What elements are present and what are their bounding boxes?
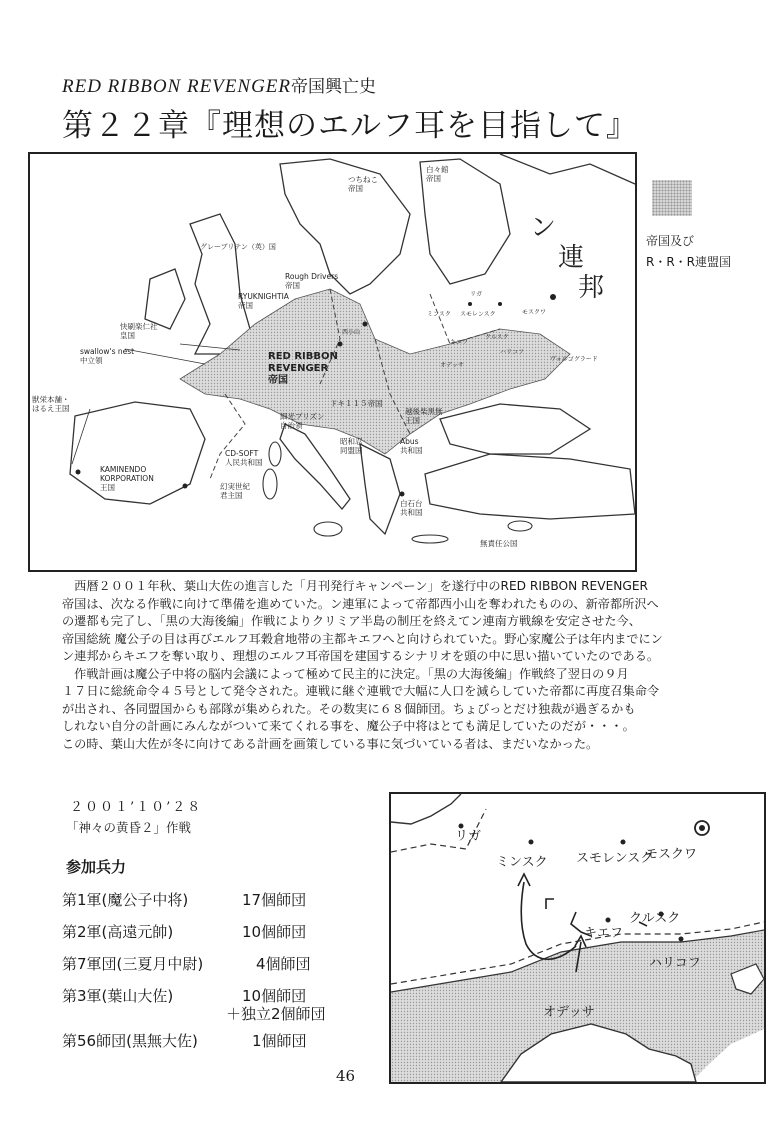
city-marker	[363, 322, 368, 327]
label-odessa: オデッサ	[543, 1005, 595, 1020]
europe-map	[28, 152, 637, 572]
minsk-marker	[529, 840, 534, 845]
baltic-coast	[391, 794, 461, 824]
forces-heading: 参加兵力	[66, 858, 127, 876]
label-musekinin: 無責任公国	[480, 539, 518, 548]
body-line: 帝国総統 魔公子の目は再びエルフ耳穀倉地帯の主都キエフへと向けられていた。野心家魔公子は年内までにン	[62, 631, 663, 646]
kharkov-marker	[679, 937, 684, 942]
kiev-marker	[606, 918, 611, 923]
moscow-marker-center	[699, 825, 705, 831]
label-kursk: クルスク	[629, 911, 681, 926]
body-line: 作戦計画は魔公子中将の脳内会議によって極めて民主的に決定。「黒の大海後編」作戦終了翌日の９月	[62, 666, 629, 681]
ireland-landmass	[145, 269, 185, 329]
cyprus-island	[508, 521, 532, 531]
body-line: 帝国は、次なる作戦に向けて準備を進めていた。ン連軍によって帝都西小山を奪われたものの、新帝都所沢へ	[62, 596, 659, 611]
label-moscow: モスクワ	[645, 847, 698, 862]
force-row	[62, 921, 307, 942]
page-number: 46	[336, 1067, 356, 1085]
force-unit: 第56師団(黒無大佐)	[62, 1032, 198, 1050]
label-rough-drivers: Rough Drivers 帝国	[285, 272, 339, 290]
label-kiev: キエフ	[584, 926, 624, 941]
moscow-marker	[550, 294, 556, 300]
force-unit: 第1軍(魔公子中将)	[62, 891, 189, 909]
label-smolensk: スモレンスク	[576, 851, 654, 866]
front-line	[546, 899, 554, 909]
label-great-britain: グレーブリテン（英）国	[200, 243, 276, 251]
operation-date: ２００１’１０’２８	[70, 800, 203, 815]
label-tsuchineko: つちねこ帝国	[348, 175, 378, 193]
series-title-suffix: 帝国興亡史	[291, 77, 377, 97]
detail-map	[389, 792, 766, 1084]
force-unit: 第2軍(高遠元帥)	[62, 923, 174, 941]
smolensk-marker	[621, 840, 626, 845]
label-shiroishidai: 白石台共和国	[400, 499, 423, 517]
body-text	[62, 578, 762, 753]
label-kharkov: ハリコフ	[649, 956, 701, 971]
label-riga: リガ	[455, 829, 481, 844]
label-odessa: オデッサ	[440, 362, 464, 369]
city-marker	[338, 342, 343, 347]
europe-map-svg	[30, 154, 635, 570]
label-doki115: ドキ１１５帝国	[330, 399, 383, 408]
label-genjitsu: 幻実世紀君主国	[220, 482, 250, 500]
chapter-title: 第２２章『理想のエルフ耳を目指して』	[62, 108, 638, 144]
label-shirashirakan: 白々館帝国	[426, 165, 449, 183]
body-line: の遷都も完了し、「黒の大海後編」作戦によりクリミア半島の制圧を終えてン連南方戦線を安定させた今、	[62, 614, 641, 628]
body-line: １７日に総統命令４５号として発令された。連戦に継ぐ連戦で大幅に人口を減らしていた帝都に再度召集命令	[62, 684, 660, 698]
label-kaminendo: KAMINENDO KORPORATION 王国	[100, 465, 154, 492]
label-showa: 昭和忍同盟国	[340, 437, 363, 455]
force-count: 10個師団	[242, 923, 307, 941]
label-kharkov: ハリコフ	[500, 349, 524, 356]
force-row	[62, 985, 307, 1006]
label-kaisatsu: 快刷楽仁社皇国	[120, 322, 158, 340]
body-line: しれない自分の計画にみんながついて来てくれる事を、魔公子中将はとても満足していたのだが・・・。	[62, 719, 635, 733]
body-line: ン連邦からキエフを奪い取り、理想のエルフ耳帝国を建国するシナリオを頭の中に思い描いていたのである。	[62, 649, 660, 663]
force-count: 17個師団	[242, 891, 307, 909]
black-sea	[440, 404, 590, 454]
force-count: ＋独立2個師団	[226, 1005, 326, 1023]
label-volgograd: ヴォルゴグラード	[550, 356, 598, 363]
force-row	[62, 889, 307, 910]
city-marker	[468, 302, 472, 306]
label-juuei: 獣栄本舗・はるえ王国	[32, 395, 70, 413]
city-marker	[400, 492, 405, 497]
russia-coast	[500, 154, 635, 184]
balkans-landmass	[360, 444, 400, 534]
label-hosomitsu: 細光プリズン自治領	[280, 412, 325, 430]
corsica-island	[269, 442, 281, 466]
label-union-ren: 連	[558, 243, 585, 273]
force-row	[62, 1030, 307, 1051]
legend-label: R・R・R連盟国	[646, 255, 732, 269]
body-line: が出され、各同盟国からも部隊が集められた。その数実に６８個師団。ちょびっとだけ独裁が過ぎるかも	[62, 701, 636, 716]
city-marker	[76, 470, 81, 475]
body-line: この時、葉山大佐が冬に向けてある計画を画策している事に気づいている者は、まだいなかった。	[62, 736, 599, 751]
force-row	[62, 953, 311, 974]
label-minsk: ミンスク	[496, 855, 548, 870]
crete-island	[412, 535, 448, 543]
attack-arrow	[521, 882, 576, 959]
label-kursk: クルスク	[485, 334, 509, 341]
label-swallows-nest: swallow's nest 中立領	[80, 347, 135, 365]
label-moscow: モスクワ	[522, 309, 547, 316]
sicily-island	[314, 522, 342, 536]
label-riga: リガ	[470, 291, 482, 298]
label-nishikoyama: 西小山	[342, 329, 361, 336]
turkey-landmass	[425, 454, 635, 519]
label-echigo: 越後柴黒無王国	[405, 407, 443, 425]
legend-label: 帝国及び	[646, 234, 695, 248]
force-unit: 第3軍(葉山大佐)	[62, 987, 174, 1005]
label-smolensk: スモレンスク	[460, 311, 496, 318]
city-marker	[183, 484, 188, 489]
force-count: 4個師団	[256, 955, 311, 973]
label-ryuknightia: RYUKNIGHTIA 帝国	[238, 292, 289, 310]
sardinia-island	[263, 469, 277, 499]
force-unit: 第7軍団(三夏月中尉)	[62, 955, 204, 973]
series-title	[62, 72, 376, 98]
city-marker	[498, 302, 502, 306]
britain-landmass	[190, 214, 250, 354]
label-kiev: キエフ	[450, 339, 469, 346]
label-abus: Abus 共和国	[400, 437, 423, 455]
body-line: 西暦２００１年秋、葉山大佐の進言した「月刊発行キャンペーン」を遂行中のRED RIBBON REVENGER	[62, 579, 649, 593]
force-count: 1個師団	[252, 1032, 307, 1050]
iberia-landmass	[70, 402, 205, 504]
label-rrr-empire: RED RIBBON REVENGER 帝国	[268, 351, 338, 386]
force-count: 10個師団	[242, 987, 307, 1005]
operation-name: 「神々の黄昏２」作戦	[66, 820, 192, 835]
legend-swatch	[652, 180, 692, 216]
label-union-pou: 邦	[578, 273, 605, 303]
riga-marker	[459, 824, 464, 829]
detail-map-svg	[391, 794, 764, 1082]
label-union-n: ン	[530, 213, 557, 243]
leader-line	[125, 349, 205, 364]
series-title-latin: RED RIBBON REVENGER	[62, 76, 292, 97]
label-minsk: ミンスク	[427, 311, 451, 318]
label-cd-soft: CD-SOFT 人民共和国	[225, 449, 263, 467]
